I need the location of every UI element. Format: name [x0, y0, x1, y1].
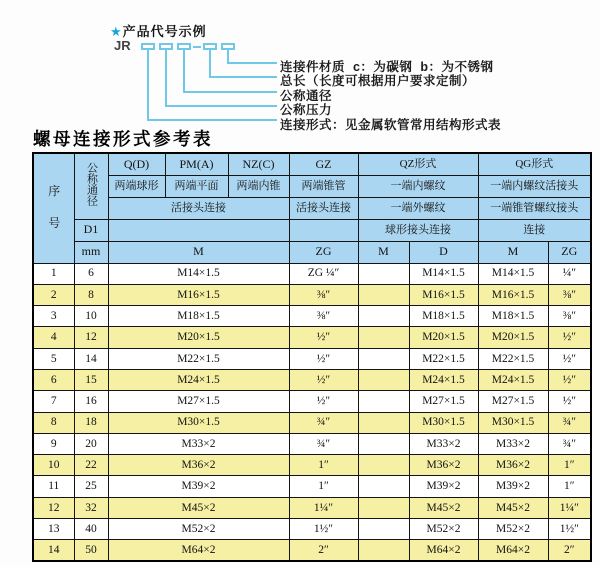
cell-no: 6 — [33, 369, 74, 390]
code-box-4 — [203, 43, 217, 50]
cell-qg-m: M36×2 — [478, 455, 548, 476]
cell-dn: 6 — [74, 263, 108, 284]
cell-zg: ZG ¼″ — [289, 263, 358, 284]
header-pm-code: PM(A) — [165, 153, 228, 175]
cell-no: 14 — [33, 540, 74, 561]
cell-no: 13 — [33, 519, 74, 540]
cell-qg-zg: ¼″ — [548, 263, 591, 284]
cell-dn: 40 — [74, 519, 108, 540]
header-qz-row3: 球形接头连接 — [358, 219, 478, 241]
cell-dn: 20 — [74, 433, 108, 454]
cell-qg-m: M64×2 — [478, 540, 548, 561]
code-box-2 — [159, 43, 173, 50]
cell-no: 3 — [33, 306, 74, 327]
cell-qz-d: M45×2 — [409, 497, 478, 518]
header-gz-unit: ZG — [289, 241, 358, 263]
header-qg-u1: M — [478, 241, 548, 263]
table-row — [33, 433, 591, 454]
code-dash — [193, 46, 201, 48]
table-row — [33, 540, 591, 561]
cell-qz-d: M64×2 — [409, 540, 478, 561]
cell-no: 5 — [33, 348, 74, 369]
cell-zg: ¾″ — [289, 433, 358, 454]
header-qz-u1: M — [358, 241, 409, 263]
label-length: 总长（长度可根据用户要求定制） — [280, 74, 476, 88]
cell-qz-d: M27×1.5 — [409, 391, 478, 412]
cell-qg-zg: ½″ — [548, 391, 591, 412]
header-qg-row2: 一端锥管螺纹接头 — [478, 197, 591, 219]
cell-qg-m: M45×2 — [478, 497, 548, 518]
cell-qg-m: M30×1.5 — [478, 412, 548, 433]
cell-m: M45×2 — [108, 497, 289, 518]
cell-zg: ½″ — [289, 327, 358, 348]
header-gz-conn: 活接头连接 — [289, 197, 358, 219]
cell-qg-m: M20×1.5 — [478, 327, 548, 348]
cell-no: 1 — [33, 263, 74, 284]
leader-line-connection — [147, 50, 277, 121]
cell-dn: 25 — [74, 476, 108, 497]
cell-no: 2 — [33, 284, 74, 305]
header-q-code: Q(D) — [108, 153, 165, 175]
cell-qg-m: M18×1.5 — [478, 306, 548, 327]
cell-m: M18×1.5 — [108, 306, 289, 327]
cell-qz-m — [358, 348, 409, 369]
cell-dn: 8 — [74, 284, 108, 305]
cell-qg-zg: 1¼″ — [548, 497, 591, 518]
header-qz-title: QZ形式 — [358, 153, 478, 175]
cell-qz-m — [358, 497, 409, 518]
cell-m: M36×2 — [108, 455, 289, 476]
label-material: 连接件材质 c：为碳钢 b：为不锈钢 — [280, 60, 494, 74]
cell-dn: 14 — [74, 348, 108, 369]
cell-qz-m — [358, 327, 409, 348]
cell-m: M64×2 — [108, 540, 289, 561]
label-diameter: 公称通径 — [280, 89, 333, 103]
cell-qg-zg: ½″ — [548, 327, 591, 348]
cell-qg-zg: ¾″ — [548, 433, 591, 454]
header-m-unit: M — [108, 241, 289, 263]
header-nz-code: NZ(C) — [228, 153, 289, 175]
label-pressure: 公称压力 — [280, 103, 333, 117]
cell-qz-d: M14×1.5 — [409, 263, 478, 284]
table-row — [33, 327, 591, 348]
cell-dn: 16 — [74, 391, 108, 412]
cell-qg-m: M24×1.5 — [478, 369, 548, 390]
cell-zg: ½″ — [289, 369, 358, 390]
code-prefix: JR — [114, 38, 131, 53]
header-nz-desc: 两端内锥 — [228, 175, 289, 197]
code-box-3 — [177, 43, 191, 50]
table-row — [33, 369, 591, 390]
cell-dn: 32 — [74, 497, 108, 518]
cell-qg-zg: ½″ — [548, 348, 591, 369]
cell-qg-m: M27×1.5 — [478, 391, 548, 412]
cell-no: 4 — [33, 327, 74, 348]
header-q-desc: 两端球形 — [108, 175, 165, 197]
table-row — [33, 306, 591, 327]
cell-dn: 22 — [74, 455, 108, 476]
header-serial: 序号 — [33, 153, 74, 263]
cell-qz-d: M18×1.5 — [409, 306, 478, 327]
header-pm-desc: 两端平面 — [165, 175, 228, 197]
cell-dn: 12 — [74, 327, 108, 348]
cell-dn: 18 — [74, 412, 108, 433]
cell-m: M22×1.5 — [108, 348, 289, 369]
table-row — [33, 284, 591, 305]
header-blank-left — [108, 219, 289, 241]
table-row — [33, 476, 591, 497]
cell-qg-m: M33×2 — [478, 433, 548, 454]
cell-zg: ⅜″ — [289, 284, 358, 305]
cell-qz-m — [358, 306, 409, 327]
cell-no: 7 — [33, 391, 74, 412]
diagram-title-text: 产品代号示例 — [122, 24, 207, 39]
cell-m: M52×2 — [108, 519, 289, 540]
cell-qg-m: M52×2 — [478, 519, 548, 540]
table-title: 螺母连接形式参考表 — [33, 129, 213, 149]
cell-dn: 15 — [74, 369, 108, 390]
table-row — [33, 497, 591, 518]
cell-qz-d: M22×1.5 — [409, 348, 478, 369]
cell-no: 8 — [33, 412, 74, 433]
cell-no: 11 — [33, 476, 74, 497]
cell-qz-d: M52×2 — [409, 519, 478, 540]
cell-qg-zg: ⅜″ — [548, 284, 591, 305]
cell-qz-d: M24×1.5 — [409, 369, 478, 390]
cell-zg: ¾″ — [289, 412, 358, 433]
label-connection: 连接形式：见金属软管常用结构形式表 — [280, 118, 502, 132]
header-qg-row3: 连接 — [478, 219, 591, 241]
header-mm: mm — [74, 241, 108, 263]
cell-qz-m — [358, 369, 409, 390]
cell-zg: ½″ — [289, 348, 358, 369]
cell-zg: 1¼″ — [289, 497, 358, 518]
header-live-joint: 活接头连接 — [108, 197, 289, 219]
cell-m: M24×1.5 — [108, 369, 289, 390]
cell-qg-m: M14×1.5 — [478, 263, 548, 284]
cell-qz-m — [358, 391, 409, 412]
cell-m: M33×2 — [108, 433, 289, 454]
header-d1: D1 — [74, 219, 108, 241]
product-code-diagram — [0, 0, 600, 130]
cell-qz-d: M33×2 — [409, 433, 478, 454]
cell-qg-zg: 2″ — [548, 540, 591, 561]
cell-dn: 10 — [74, 306, 108, 327]
table-row — [33, 391, 591, 412]
cell-qg-zg: ¾″ — [548, 412, 591, 433]
cell-zg: ⅜″ — [289, 306, 358, 327]
cell-dn: 50 — [74, 540, 108, 561]
cell-qz-m — [358, 433, 409, 454]
cell-qz-d: M30×1.5 — [409, 412, 478, 433]
table-body — [33, 263, 591, 561]
table-row — [33, 519, 591, 540]
header-diameter: 公称通径 — [74, 153, 108, 219]
header-blank-gz — [289, 219, 358, 241]
nut-connection-table — [32, 152, 592, 562]
cell-qg-m: M22×1.5 — [478, 348, 548, 369]
table-row — [33, 455, 591, 476]
cell-qg-zg: 1″ — [548, 476, 591, 497]
cell-qg-zg: ⅜″ — [548, 306, 591, 327]
cell-zg: 1½″ — [289, 519, 358, 540]
table-row — [33, 263, 591, 284]
cell-qz-m — [358, 519, 409, 540]
cell-qz-m — [358, 284, 409, 305]
header-qg-title: QG形式 — [478, 153, 591, 175]
cell-qz-d: M20×1.5 — [409, 327, 478, 348]
cell-qg-zg: 1″ — [548, 455, 591, 476]
cell-qg-zg: ½″ — [548, 369, 591, 390]
cell-no: 12 — [33, 497, 74, 518]
code-box-5 — [221, 43, 235, 50]
table-row — [33, 348, 591, 369]
cell-m: M20×1.5 — [108, 327, 289, 348]
cell-qz-m — [358, 412, 409, 433]
cell-qz-m — [358, 263, 409, 284]
cell-m: M30×1.5 — [108, 412, 289, 433]
cell-zg: 2″ — [289, 540, 358, 561]
header-qz-row1: 一端内螺纹 — [358, 175, 478, 197]
header-qg-u2: ZG — [548, 241, 591, 263]
cell-zg: 1″ — [289, 476, 358, 497]
cell-qg-m: M16×1.5 — [478, 284, 548, 305]
cell-m: M27×1.5 — [108, 391, 289, 412]
code-box-1 — [141, 43, 155, 50]
cell-qz-d: M39×2 — [409, 476, 478, 497]
header-qz-row2: 一端外螺纹 — [358, 197, 478, 219]
cell-qz-d: M36×2 — [409, 455, 478, 476]
header-qz-u2: D — [409, 241, 478, 263]
cell-zg: ½″ — [289, 391, 358, 412]
cell-zg: 1″ — [289, 455, 358, 476]
cell-m: M39×2 — [108, 476, 289, 497]
cell-qz-m — [358, 476, 409, 497]
table-row — [33, 412, 591, 433]
cell-qg-m: M39×2 — [478, 476, 548, 497]
header-qg-row1: 一端内螺纹活接头 — [478, 175, 591, 197]
header-gz-desc: 两端锥管 — [289, 175, 358, 197]
cell-qz-d: M16×1.5 — [409, 284, 478, 305]
star-icon: ★ — [110, 24, 123, 39]
cell-qz-m — [358, 455, 409, 476]
cell-no: 10 — [33, 455, 74, 476]
cell-qg-zg: 1½″ — [548, 519, 591, 540]
cell-qz-m — [358, 540, 409, 561]
cell-no: 9 — [33, 433, 74, 454]
cell-m: M16×1.5 — [108, 284, 289, 305]
cell-m: M14×1.5 — [108, 263, 289, 284]
header-gz-code: GZ — [289, 153, 358, 175]
